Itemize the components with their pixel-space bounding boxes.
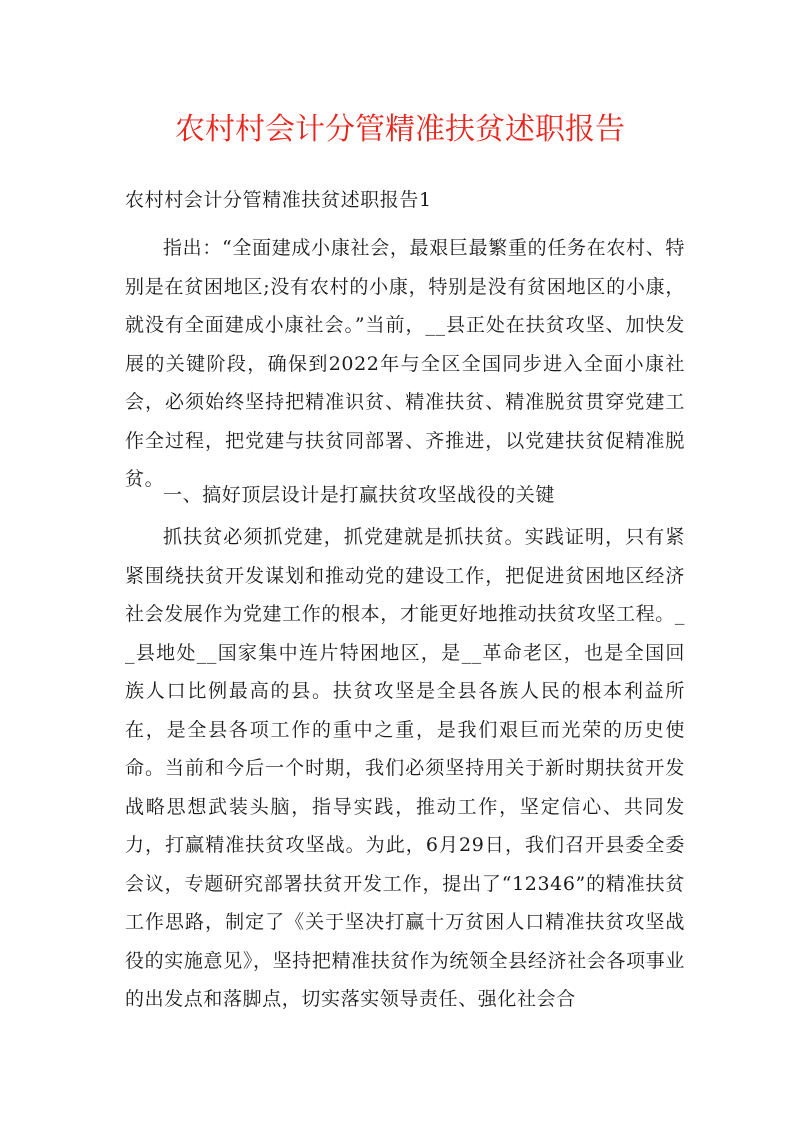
document-subtitle: 农村村会计分管精准扶贫述职报告1	[125, 189, 432, 211]
paragraph-2: 抓扶贫必须抓党建，抓党建就是抓扶贫。实践证明，只有紧紧围绕扶贫开发谋划和推动党的建设工作，把促进贫困地区经济社会发展作为党建工作的根本，才能更好地推动扶贫攻坚工程。__县地处__国家集中连片特困地区，是__革命老区，也是全国回族人口比例最高的县。扶贫攻坚是全县各族人民的根本利益所在，是全县各项工作的重中之重，是我们艰巨而光荣的历史使命。当前和今后一个时期，我们必须坚持用关于新时期扶贫开发战略思想武装头脑，指导实践，推动工作，坚定信心、共同发力，打赢精准扶贫攻坚战。为此，6月29日，我们召开县委全委会议，专题研究部署扶贫开发工作，提出了“12346”的精准扶贫工作思路，制定了《关于坚决打赢十万贫困人口精准扶贫攻坚战役的实施意见》，坚持把精准扶贫作为统领全县经济社会各项事业的出发点和落脚点，切实落实领导责任、强化社会合	[125, 526, 685, 1010]
paragraph-1: 指出：“全面建成小康社会，最艰巨最繁重的任务在农村、特别是在贫困地区;没有农村的小康，特别是没有贫困地区的小康，就没有全面建成小康社会。”当前，__县正处在扶贫攻坚、加快发展的关键阶段，确保到2022年与全区全国同步进入全面小康社会，必须始终坚持把精准识贫、精准扶贫、精准脱贫贯穿党建工作全过程，把党建与扶贫同部署、齐推进，以党建扶贫促精准脱贫。	[125, 237, 685, 490]
section-heading-1: 一、搞好顶层设计是打赢扶贫攻坚战役的关键	[163, 484, 556, 506]
document-title: 农村村会计分管精准扶贫述职报告	[175, 112, 625, 147]
